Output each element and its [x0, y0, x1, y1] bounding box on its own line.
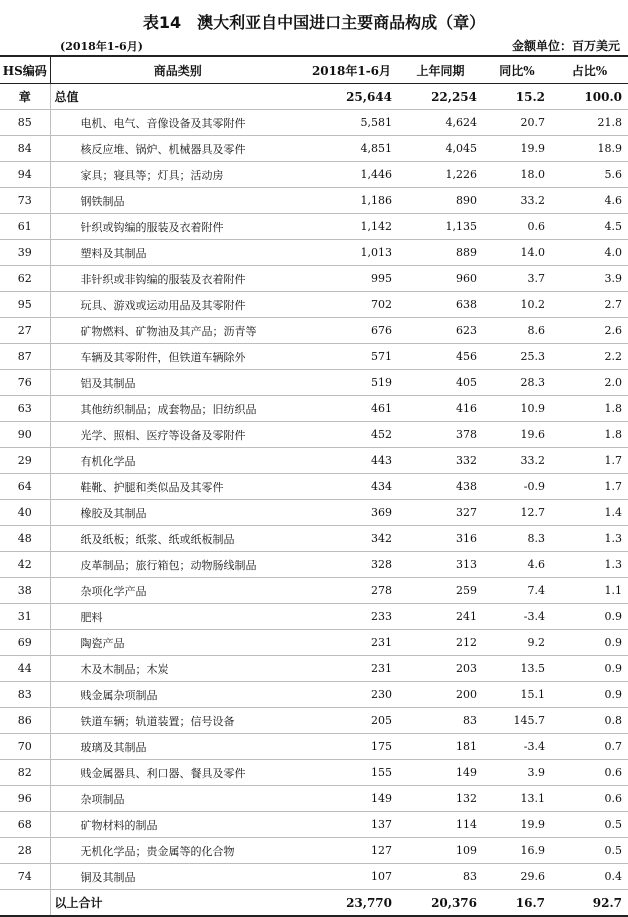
- row-category: 杂项化学产品: [50, 578, 305, 604]
- table-row: [0, 656, 628, 682]
- row-share: 0.6: [551, 760, 628, 786]
- row-current: 676: [305, 318, 398, 344]
- row-code: 63: [0, 396, 50, 422]
- row-category: 车辆及其零附件，但铁道车辆除外: [50, 344, 305, 370]
- row-code: 31: [0, 604, 50, 630]
- row-category: 玩具、游戏或运动用品及其零附件: [50, 292, 305, 318]
- row-current: 342: [305, 526, 398, 552]
- row-share: 2.7: [551, 292, 628, 318]
- row-code: 96: [0, 786, 50, 812]
- table-row: [0, 214, 628, 240]
- row-code: 73: [0, 188, 50, 214]
- row-current: 571: [305, 344, 398, 370]
- row-category: 其他纺织制品；成套物品；旧纺织品: [50, 396, 305, 422]
- row-category: 贱金属器具、利口器、餐具及零件: [50, 760, 305, 786]
- row-share: 0.5: [551, 838, 628, 864]
- row-previous: 438: [398, 474, 483, 500]
- table-row: [0, 266, 628, 292]
- row-yoy: 4.6: [483, 552, 551, 578]
- table-row: [0, 760, 628, 786]
- row-category: 总值: [50, 84, 305, 110]
- row-current: 230: [305, 682, 398, 708]
- row-code: 44: [0, 656, 50, 682]
- table-row: [0, 396, 628, 422]
- row-share: 0.9: [551, 630, 628, 656]
- row-code: 68: [0, 812, 50, 838]
- row-yoy: 16.7: [483, 890, 551, 917]
- table-title: 表14 澳大利亚自中国进口主要商品构成（章）: [142, 13, 486, 32]
- row-yoy: 15.2: [483, 84, 551, 110]
- row-share: 1.7: [551, 474, 628, 500]
- row-current: 443: [305, 448, 398, 474]
- header-previous: 上年同期: [398, 56, 483, 84]
- row-current: 23,770: [305, 890, 398, 917]
- row-category: 纸及纸板；纸浆、纸或纸板制品: [50, 526, 305, 552]
- row-share: 1.8: [551, 422, 628, 448]
- row-previous: 1,135: [398, 214, 483, 240]
- row-yoy: 15.1: [483, 682, 551, 708]
- row-category: 矿物燃料、矿物油及其产品；沥青等: [50, 318, 305, 344]
- table-row: [0, 838, 628, 864]
- table-row: [0, 110, 628, 136]
- row-share: 1.4: [551, 500, 628, 526]
- row-code: 28: [0, 838, 50, 864]
- row-previous: 212: [398, 630, 483, 656]
- row-previous: 259: [398, 578, 483, 604]
- row-code: 74: [0, 864, 50, 890]
- table-row: [0, 630, 628, 656]
- row-yoy: 19.9: [483, 812, 551, 838]
- row-previous: 203: [398, 656, 483, 682]
- row-previous: 316: [398, 526, 483, 552]
- row-code: 76: [0, 370, 50, 396]
- row-share: 0.9: [551, 656, 628, 682]
- row-previous: 889: [398, 240, 483, 266]
- unit-label: 金额单位：百万美元: [511, 39, 620, 53]
- row-code: 42: [0, 552, 50, 578]
- row-previous: 109: [398, 838, 483, 864]
- table-row: [0, 318, 628, 344]
- row-current: 1,446: [305, 162, 398, 188]
- total-row: [0, 84, 628, 110]
- row-yoy: 145.7: [483, 708, 551, 734]
- row-share: 4.0: [551, 240, 628, 266]
- row-current: 519: [305, 370, 398, 396]
- row-share: 1.8: [551, 396, 628, 422]
- row-current: 5,581: [305, 110, 398, 136]
- row-yoy: 8.3: [483, 526, 551, 552]
- row-previous: 638: [398, 292, 483, 318]
- row-code: 64: [0, 474, 50, 500]
- row-yoy: 10.9: [483, 396, 551, 422]
- row-code: 69: [0, 630, 50, 656]
- row-previous: 83: [398, 864, 483, 890]
- table-row: [0, 708, 628, 734]
- table-row: [0, 786, 628, 812]
- row-previous: 890: [398, 188, 483, 214]
- table-row: [0, 474, 628, 500]
- row-yoy: 18.0: [483, 162, 551, 188]
- row-category: 铝及其制品: [50, 370, 305, 396]
- row-current: 107: [305, 864, 398, 890]
- row-share: 0.7: [551, 734, 628, 760]
- header-code: HS编码: [0, 56, 50, 84]
- row-share: 1.7: [551, 448, 628, 474]
- row-current: 461: [305, 396, 398, 422]
- row-current: 369: [305, 500, 398, 526]
- row-current: 231: [305, 630, 398, 656]
- row-previous: 241: [398, 604, 483, 630]
- row-previous: 22,254: [398, 84, 483, 110]
- row-yoy: 7.4: [483, 578, 551, 604]
- row-category: 橡胶及其制品: [50, 500, 305, 526]
- header-current: 2018年1-6月: [305, 56, 398, 84]
- table-row: [0, 448, 628, 474]
- row-code: 39: [0, 240, 50, 266]
- row-current: 995: [305, 266, 398, 292]
- table-row: [0, 864, 628, 890]
- table-row: [0, 136, 628, 162]
- row-category: 以上合计: [50, 890, 305, 917]
- row-current: 702: [305, 292, 398, 318]
- row-current: 231: [305, 656, 398, 682]
- row-category: 矿物材料的制品: [50, 812, 305, 838]
- row-code: 62: [0, 266, 50, 292]
- row-category: 陶瓷产品: [50, 630, 305, 656]
- row-yoy: -0.9: [483, 474, 551, 500]
- row-current: 328: [305, 552, 398, 578]
- table-row: [0, 578, 628, 604]
- row-yoy: 14.0: [483, 240, 551, 266]
- row-share: 2.2: [551, 344, 628, 370]
- row-current: 1,142: [305, 214, 398, 240]
- row-previous: 416: [398, 396, 483, 422]
- row-code: 87: [0, 344, 50, 370]
- row-yoy: 16.9: [483, 838, 551, 864]
- row-previous: 623: [398, 318, 483, 344]
- row-category: 有机化学品: [50, 448, 305, 474]
- row-yoy: 13.1: [483, 786, 551, 812]
- row-previous: 1,226: [398, 162, 483, 188]
- row-category: 铁道车辆；轨道装置；信号设备: [50, 708, 305, 734]
- row-yoy: 0.6: [483, 214, 551, 240]
- row-share: 100.0: [551, 84, 628, 110]
- row-share: 21.8: [551, 110, 628, 136]
- row-share: 3.9: [551, 266, 628, 292]
- row-current: 4,851: [305, 136, 398, 162]
- row-previous: 132: [398, 786, 483, 812]
- row-yoy: -3.4: [483, 604, 551, 630]
- row-yoy: 10.2: [483, 292, 551, 318]
- row-code: 94: [0, 162, 50, 188]
- row-current: 149: [305, 786, 398, 812]
- row-current: 1,186: [305, 188, 398, 214]
- table-row: [0, 604, 628, 630]
- row-code: 61: [0, 214, 50, 240]
- header-share: 占比%: [551, 56, 628, 84]
- table-row: [0, 526, 628, 552]
- row-current: 155: [305, 760, 398, 786]
- row-category: 铜及其制品: [50, 864, 305, 890]
- row-previous: 960: [398, 266, 483, 292]
- row-category: 皮革制品；旅行箱包；动物肠线制品: [50, 552, 305, 578]
- row-previous: 4,624: [398, 110, 483, 136]
- row-share: 0.5: [551, 812, 628, 838]
- row-current: 278: [305, 578, 398, 604]
- row-previous: 20,376: [398, 890, 483, 917]
- row-current: 434: [305, 474, 398, 500]
- row-code: 84: [0, 136, 50, 162]
- table-row: [0, 188, 628, 214]
- row-yoy: 19.6: [483, 422, 551, 448]
- subtotal-row: [0, 890, 628, 917]
- row-code: 38: [0, 578, 50, 604]
- row-category: 肥料: [50, 604, 305, 630]
- row-share: 0.8: [551, 708, 628, 734]
- table-row: [0, 370, 628, 396]
- row-category: 针织或钩编的服装及衣着附件: [50, 214, 305, 240]
- row-share: 0.9: [551, 604, 628, 630]
- row-previous: 149: [398, 760, 483, 786]
- row-category: 钢铁制品: [50, 188, 305, 214]
- row-code: 29: [0, 448, 50, 474]
- row-share: 2.6: [551, 318, 628, 344]
- row-yoy: 9.2: [483, 630, 551, 656]
- header-row: [0, 56, 628, 84]
- row-code: [0, 890, 50, 917]
- row-category: 杂项制品: [50, 786, 305, 812]
- table-row: [0, 162, 628, 188]
- row-share: 5.6: [551, 162, 628, 188]
- row-code: 86: [0, 708, 50, 734]
- row-current: 137: [305, 812, 398, 838]
- period-label: (2018年1-6月): [60, 40, 143, 53]
- row-code: 70: [0, 734, 50, 760]
- row-category: 贱金属杂项制品: [50, 682, 305, 708]
- row-share: 1.3: [551, 552, 628, 578]
- row-code: 85: [0, 110, 50, 136]
- row-category: 非针织或非钩编的服装及衣着附件: [50, 266, 305, 292]
- row-share: 0.6: [551, 786, 628, 812]
- row-code: 章: [0, 84, 50, 110]
- row-yoy: 19.9: [483, 136, 551, 162]
- row-yoy: 33.2: [483, 448, 551, 474]
- row-yoy: -3.4: [483, 734, 551, 760]
- row-previous: 405: [398, 370, 483, 396]
- row-yoy: 25.3: [483, 344, 551, 370]
- row-share: 2.0: [551, 370, 628, 396]
- row-previous: 378: [398, 422, 483, 448]
- row-category: 光学、照相、医疗等设备及零附件: [50, 422, 305, 448]
- row-category: 无机化学品；贵金属等的化合物: [50, 838, 305, 864]
- row-yoy: 8.6: [483, 318, 551, 344]
- header-yoy: 同比%: [483, 56, 551, 84]
- row-previous: 114: [398, 812, 483, 838]
- row-yoy: 20.7: [483, 110, 551, 136]
- row-yoy: 29.6: [483, 864, 551, 890]
- table-row: [0, 344, 628, 370]
- row-yoy: 12.7: [483, 500, 551, 526]
- row-yoy: 28.3: [483, 370, 551, 396]
- row-current: 25,644: [305, 84, 398, 110]
- row-category: 家具；寝具等；灯具；活动房: [50, 162, 305, 188]
- row-share: 4.6: [551, 188, 628, 214]
- row-code: 48: [0, 526, 50, 552]
- row-current: 205: [305, 708, 398, 734]
- row-current: 175: [305, 734, 398, 760]
- row-code: 95: [0, 292, 50, 318]
- row-previous: 332: [398, 448, 483, 474]
- row-current: 127: [305, 838, 398, 864]
- row-yoy: 33.2: [483, 188, 551, 214]
- row-share: 1.1: [551, 578, 628, 604]
- row-previous: 4,045: [398, 136, 483, 162]
- row-share: 1.3: [551, 526, 628, 552]
- row-code: 83: [0, 682, 50, 708]
- row-share: 18.9: [551, 136, 628, 162]
- row-share: 92.7: [551, 890, 628, 917]
- table-row: [0, 500, 628, 526]
- row-share: 0.9: [551, 682, 628, 708]
- row-category: 电机、电气、音像设备及其零附件: [50, 110, 305, 136]
- table-row: [0, 292, 628, 318]
- row-code: 27: [0, 318, 50, 344]
- row-code: 90: [0, 422, 50, 448]
- row-code: 82: [0, 760, 50, 786]
- row-category: 鞋靴、护腿和类似品及其零件: [50, 474, 305, 500]
- table-row: [0, 422, 628, 448]
- row-previous: 313: [398, 552, 483, 578]
- row-previous: 456: [398, 344, 483, 370]
- row-current: 1,013: [305, 240, 398, 266]
- import-composition-table: [0, 55, 628, 917]
- table-row: [0, 682, 628, 708]
- row-current: 233: [305, 604, 398, 630]
- table-row: [0, 552, 628, 578]
- row-previous: 327: [398, 500, 483, 526]
- row-category: 玻璃及其制品: [50, 734, 305, 760]
- row-share: 4.5: [551, 214, 628, 240]
- row-previous: 200: [398, 682, 483, 708]
- table-row: [0, 240, 628, 266]
- row-category: 木及木制品；木炭: [50, 656, 305, 682]
- row-previous: 83: [398, 708, 483, 734]
- row-yoy: 3.9: [483, 760, 551, 786]
- row-current: 452: [305, 422, 398, 448]
- header-category: 商品类别: [50, 56, 305, 84]
- table-row: [0, 734, 628, 760]
- row-yoy: 13.5: [483, 656, 551, 682]
- row-previous: 181: [398, 734, 483, 760]
- row-category: 塑料及其制品: [50, 240, 305, 266]
- row-yoy: 3.7: [483, 266, 551, 292]
- row-code: 40: [0, 500, 50, 526]
- row-category: 核反应堆、锅炉、机械器具及零件: [50, 136, 305, 162]
- row-share: 0.4: [551, 864, 628, 890]
- table-row: [0, 812, 628, 838]
